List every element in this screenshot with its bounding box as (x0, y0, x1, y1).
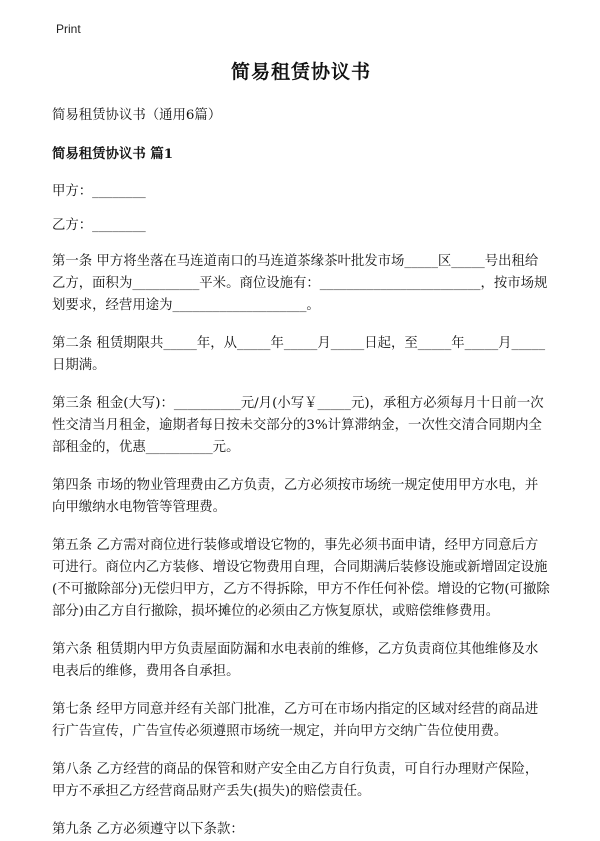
print-link[interactable]: Print (56, 22, 81, 36)
document-title: 简易租赁协议书 (230, 61, 371, 83)
article-3: 第三条 租金(大写)：__________元/月(小写￥_____元)，承租方必须每月十日前一次性交清当月租金，逾期者每日按未交部分的3%计算滞纳金，一次性交清合同期内全部租金的，优惠__________元。 (52, 396, 544, 455)
document-subtitle: 简易租赁协议书（通用6篇） (52, 108, 222, 123)
party-a-line: 甲方：________ (52, 184, 146, 199)
article-4: 第四条 市场的物业管理费由乙方负责，乙方必须按市场统一规定使用甲方水电，并向甲缴纳水电物管等管理费。 (52, 478, 539, 515)
article-2: 第二条 租赁期限共_____年，从_____年_____月_____日起，至_____年_____月_____日期满。 (52, 336, 546, 373)
article-8: 第八条 乙方经营的商品的保管和财产安全由乙方自行负责，可自行办理财产保险，甲方不承担乙方经营商品财产丢失(损失)的赔偿责任。 (52, 762, 539, 799)
article-5: 第五条 乙方需对商位进行装修或增设它物的，事先必须书面申请，经甲方同意后方可进行。商位内乙方装修、增设它物费用自理，合同期满后装修设施或新增固定设施(不可撤除部分)无偿归甲方，乙方不得拆除，甲方不作任何补偿。增设的它物(可撤除部分)由乙方自行撤除，损坏摊位的必须由乙方恢复原状，或赔偿维修费用。 (52, 538, 550, 619)
article-9: 第九条 乙方必须遵守以下条款： (52, 822, 244, 837)
article-list (52, 251, 550, 841)
party-b-line: 乙方：________ (52, 218, 146, 233)
article-6: 第六条 租赁期内甲方负责屋面防漏和水电表前的维修，乙方负责商位其他维修及水电表后的维修，费用各自承担。 (52, 642, 539, 679)
section-heading: 简易租赁协议书 篇1 (52, 146, 174, 162)
article-1: 第一条 甲方将坐落在马连道南口的马连道茶缘茶叶批发市场_____区_____号出租给乙方，面积为__________平米。商位设施有：________________________，按市场规划要求，经营用途为____________________。 (52, 254, 548, 313)
article-7: 第七条 经甲方同意并经有关部门批准，乙方可在市场内指定的区域对经营的商品进行广告宣传，广告宣传必须遵照市场统一规定，并向甲方交纳广告位使用费。 (52, 702, 539, 739)
